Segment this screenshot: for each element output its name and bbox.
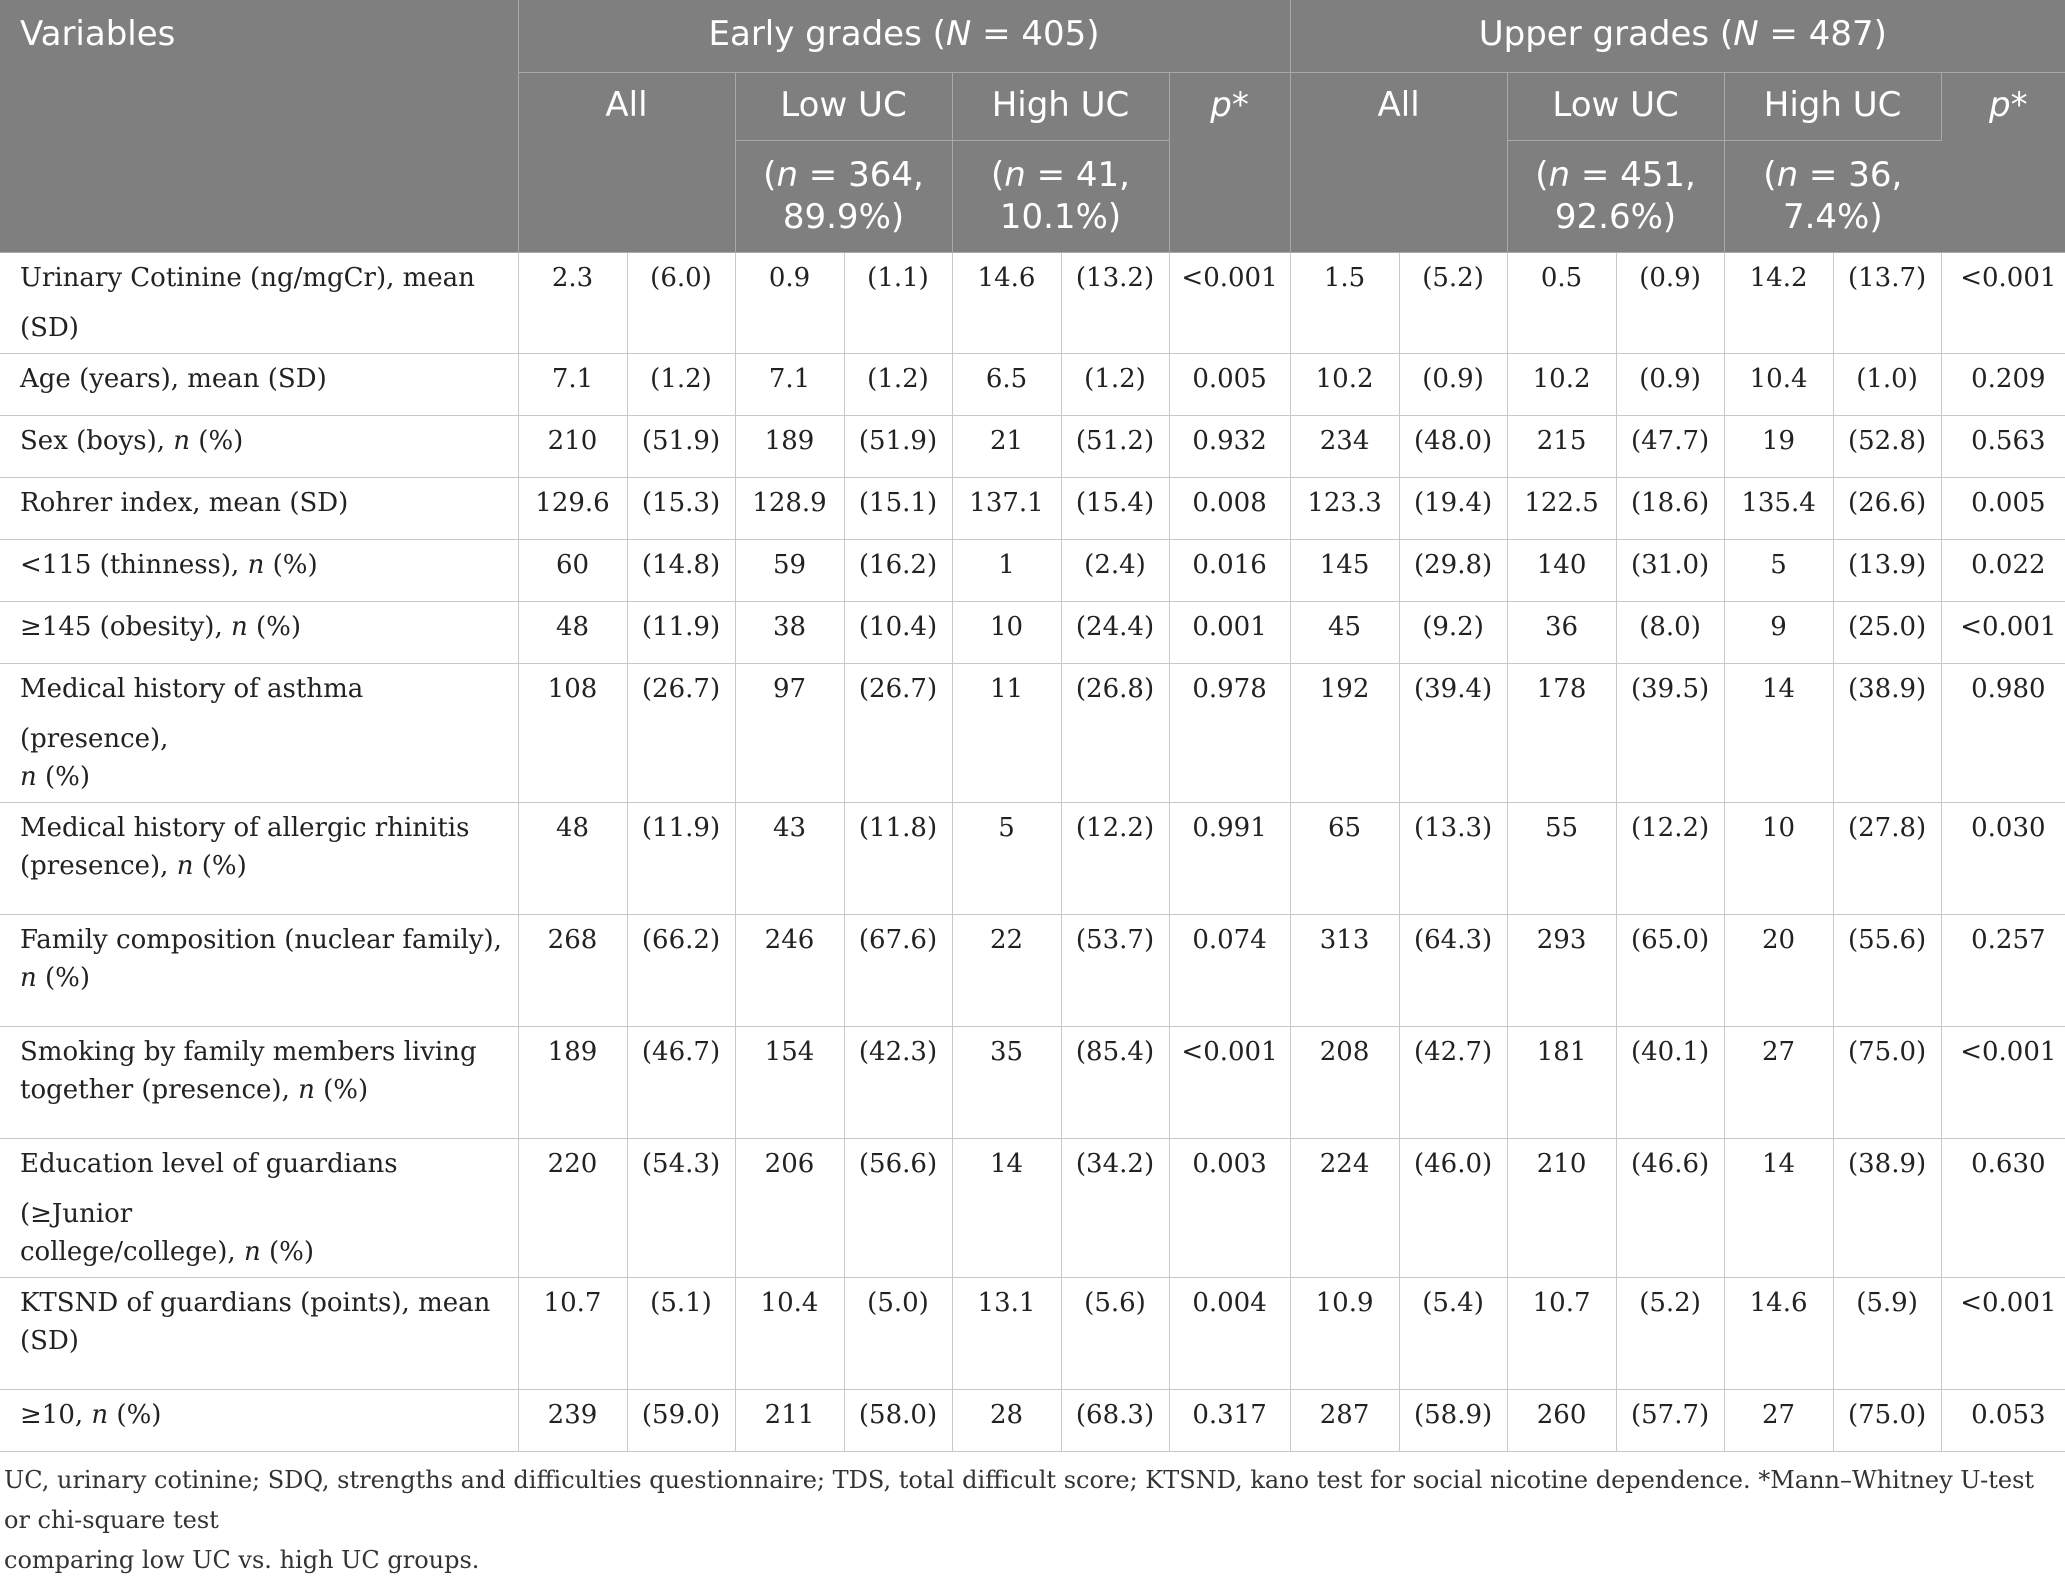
table-cell: 189 [518,1026,627,1138]
table-cell: 14 [952,1138,1061,1277]
table-cell: 287 [1290,1389,1399,1451]
table-cell: 268 [518,914,627,1026]
table-cell: 21 [952,415,1061,477]
row-label-line: Medical history of asthma (presence), [20,673,364,754]
table-cell: (64.3) [1399,914,1507,1026]
row-label-line: Family composition (nuclear family), [20,924,502,955]
table-cell: 140 [1507,539,1616,601]
table-cell: (42.3) [844,1026,952,1138]
table-cell: 19 [1724,415,1833,477]
row-label-line: together (presence), n (%) [20,1074,369,1105]
table-cell: 10.7 [518,1277,627,1389]
table-cell: 7.1 [518,353,627,415]
table-cell: (15.1) [844,477,952,539]
table-cell: 313 [1290,914,1399,1026]
table-header [0,0,2065,252]
table-cell: (26.7) [627,663,735,802]
table-row [0,415,2065,477]
table-body [0,252,2065,1451]
table-cell: 22 [952,914,1061,1026]
row-label-line: n (%) [20,962,91,993]
table-cell: 7.1 [735,353,844,415]
row-label-line: Smoking by family members living [20,1036,477,1067]
table-cell: 208 [1290,1026,1399,1138]
table-cell: (5.4) [1399,1277,1507,1389]
table-cell: 0.003 [1169,1138,1290,1277]
table-cell: (9.2) [1399,601,1507,663]
table-cell: 137.1 [952,477,1061,539]
table-row [0,601,2065,663]
row-label [0,1277,518,1389]
table-cell: 0.053 [1941,1389,2065,1451]
row-label [0,1138,518,1277]
table-cell: (26.6) [1833,477,1941,539]
table-cell: 27 [1724,1389,1833,1451]
table-cell: 0.991 [1169,802,1290,914]
row-label-line: Education level of guardians (≥Junior [20,1148,398,1229]
row-label [0,539,518,601]
table-cell: 1 [952,539,1061,601]
table-cell: 0.317 [1169,1389,1290,1451]
table-cell: 14.6 [1724,1277,1833,1389]
table-cell: 45 [1290,601,1399,663]
table-cell: 0.074 [1169,914,1290,1026]
table-cell: 14.2 [1724,252,1833,353]
variables-header: Variables [0,0,518,252]
table-cell: 38 [735,601,844,663]
table-cell: 9 [1724,601,1833,663]
table-cell: (27.8) [1833,802,1941,914]
table-cell: 0.005 [1941,477,2065,539]
table-cell: (0.9) [1616,252,1724,353]
upper-low-uc-n [1507,140,1724,252]
table-cell: 129.6 [518,477,627,539]
row-label [0,802,518,914]
table-cell: 13.1 [952,1277,1061,1389]
table-cell: (46.0) [1399,1138,1507,1277]
early-high-uc-n [952,140,1169,252]
table-cell: (47.7) [1616,415,1724,477]
early-low-uc-n [735,140,952,252]
early-high-uc-header: High UC [952,72,1169,140]
group-size-line: (n = 364, [763,155,924,195]
table-row [0,353,2065,415]
table-cell: (0.9) [1399,353,1507,415]
table-cell: 246 [735,914,844,1026]
table-cell: (5.2) [1399,252,1507,353]
table-cell: (19.4) [1399,477,1507,539]
table-cell: (13.2) [1061,252,1169,353]
table-row [0,1138,2065,1277]
row-label [0,252,518,353]
table-cell: (25.0) [1833,601,1941,663]
table-row [0,477,2065,539]
early-grades-header: Early grades (N = 405) [518,0,1290,72]
table-cell: 48 [518,601,627,663]
table-cell: (38.9) [1833,663,1941,802]
table-cell: (85.4) [1061,1026,1169,1138]
table-footnote [0,1460,2058,1580]
table-cell: 0.630 [1941,1138,2065,1277]
table-cell: 234 [1290,415,1399,477]
table-cell: 14 [1724,663,1833,802]
table-cell: 145 [1290,539,1399,601]
table-cell: (53.7) [1061,914,1169,1026]
table-cell: 128.9 [735,477,844,539]
table-cell: 43 [735,802,844,914]
table-cell: <0.001 [1169,252,1290,353]
table-cell: 10.2 [1290,353,1399,415]
table-row [0,1277,2065,1389]
table-cell: (48.0) [1399,415,1507,477]
table-cell: 10.7 [1507,1277,1616,1389]
table-cell: (38.9) [1833,1138,1941,1277]
row-label-line: Age (years), mean (SD) [20,363,327,394]
row-label-line: ≥145 (obesity), n (%) [20,611,301,642]
row-label-line: Urinary Cotinine (ng/mgCr), mean (SD) [20,262,475,343]
table-cell: <0.001 [1941,601,2065,663]
table-cell: 0.980 [1941,663,2065,802]
table-cell: 10 [952,601,1061,663]
table-cell: (57.7) [1616,1389,1724,1451]
table-cell: (26.8) [1061,663,1169,802]
table-cell: <0.001 [1169,1026,1290,1138]
table-cell: (59.0) [627,1389,735,1451]
table-cell: (12.2) [1616,802,1724,914]
table-cell: 0.932 [1169,415,1290,477]
table-cell: (67.6) [844,914,952,1026]
table-cell: (5.0) [844,1277,952,1389]
table-cell: (1.2) [1061,353,1169,415]
table-cell: 210 [518,415,627,477]
table-cell: 10.4 [1724,353,1833,415]
table-cell: (68.3) [1061,1389,1169,1451]
table-cell: (1.2) [844,353,952,415]
early-all-header: All [518,72,735,252]
table-cell: 27 [1724,1026,1833,1138]
row-label [0,477,518,539]
table-cell: 0.257 [1941,914,2065,1026]
table-cell: (11.8) [844,802,952,914]
table-cell: 10.9 [1290,1277,1399,1389]
table-cell: <0.001 [1941,1026,2065,1138]
table-row [0,914,2065,1026]
upper-high-uc-n [1724,140,1941,252]
table-cell: 0.030 [1941,802,2065,914]
table-cell: 122.5 [1507,477,1616,539]
table-cell: 10.2 [1507,353,1616,415]
table-cell: (10.4) [844,601,952,663]
table-cell: (15.4) [1061,477,1169,539]
group-size-line: (n = 41, [990,155,1130,195]
row-label [0,415,518,477]
table-cell: 211 [735,1389,844,1451]
table-cell: 10.4 [735,1277,844,1389]
table-cell: (40.1) [1616,1026,1724,1138]
table-cell: 0.016 [1169,539,1290,601]
table-cell: (13.7) [1833,252,1941,353]
table-cell: 36 [1507,601,1616,663]
table-cell: (51.9) [844,415,952,477]
group-size-line: 89.9%) [782,197,905,237]
group-size-line: (n = 451, [1535,155,1696,195]
table-cell: 11 [952,663,1061,802]
table-row [0,539,2065,601]
early-p-header [1169,72,1290,252]
table-cell: (5.9) [1833,1277,1941,1389]
table-cell: (65.0) [1616,914,1724,1026]
table-cell: (18.6) [1616,477,1724,539]
table-cell: 59 [735,539,844,601]
table-cell: 10 [1724,802,1833,914]
table-cell: <0.001 [1941,252,2065,353]
table-cell: 0.005 [1169,353,1290,415]
table-cell: (75.0) [1833,1389,1941,1451]
upper-low-uc-header: Low UC [1507,72,1724,140]
table-cell: 154 [735,1026,844,1138]
table-cell: (2.4) [1061,539,1169,601]
row-label [0,1389,518,1451]
table-cell: 5 [1724,539,1833,601]
table-cell: 0.9 [735,252,844,353]
table-cell: 48 [518,802,627,914]
table-cell: (42.7) [1399,1026,1507,1138]
table-cell: (0.9) [1616,353,1724,415]
table-cell: 260 [1507,1389,1616,1451]
group-size-line: 92.6%) [1554,197,1677,237]
table-cell: 5 [952,802,1061,914]
table-cell: 210 [1507,1138,1616,1277]
table-cell: 0.022 [1941,539,2065,601]
table-cell: (1.2) [627,353,735,415]
upper-p-label: p* [1989,84,2028,125]
table-cell: 60 [518,539,627,601]
table-cell: 1.5 [1290,252,1399,353]
row-label-line: Rohrer index, mean (SD) [20,487,349,518]
table-cell: 55 [1507,802,1616,914]
table-cell: (55.6) [1833,914,1941,1026]
table-cell: 97 [735,663,844,802]
table-cell: 215 [1507,415,1616,477]
row-label-line: n (%) [20,761,91,792]
table-cell: 135.4 [1724,477,1833,539]
table-cell: (56.6) [844,1138,952,1277]
row-label-line: ≥10, n (%) [20,1399,162,1430]
table-cell: (26.7) [844,663,952,802]
table-cell: (1.1) [844,252,952,353]
table-cell: 220 [518,1138,627,1277]
row-label-line: Sex (boys), n (%) [20,425,244,456]
table-cell: 28 [952,1389,1061,1451]
row-label [0,663,518,802]
table-cell: (29.8) [1399,539,1507,601]
row-label-line: college/college), n (%) [20,1236,314,1267]
table-cell: 35 [952,1026,1061,1138]
table-cell: (51.9) [627,415,735,477]
row-label [0,601,518,663]
row-label-line: Medical history of allergic rhinitis [20,812,470,843]
table-cell: (1.0) [1833,353,1941,415]
early-p-label: p* [1210,84,1249,125]
table-cell: (5.2) [1616,1277,1724,1389]
table-row [0,1026,2065,1138]
upper-p-header [1941,72,2065,252]
table-cell: (52.8) [1833,415,1941,477]
table-cell: (54.3) [627,1138,735,1277]
group-size-line: (n = 36, [1763,155,1903,195]
table-cell: 65 [1290,802,1399,914]
row-label-line: <115 (thinness), n (%) [20,549,318,580]
table-cell: (34.2) [1061,1138,1169,1277]
table-cell: 0.008 [1169,477,1290,539]
table-row [0,802,2065,914]
table-cell: 2.3 [518,252,627,353]
table-cell: (58.0) [844,1389,952,1451]
table-cell: (39.5) [1616,663,1724,802]
table-cell: 189 [735,415,844,477]
footnote-line: UC, urinary cotinine; SDQ, strengths and difficulties questionnaire; TDS, total difficult score; KTSND, kano test for social nicotine dependence. *Mann–Whitney U-test or chi-square test [4,1465,2035,1534]
table-cell: (11.9) [627,802,735,914]
row-label-line: (SD) [20,1325,79,1356]
table-cell: 14.6 [952,252,1061,353]
upper-grades-header: Upper grades (N = 487) [1290,0,2065,72]
early-low-uc-header: Low UC [735,72,952,140]
table-cell: 20 [1724,914,1833,1026]
table-cell: (5.1) [627,1277,735,1389]
table-cell: 206 [735,1138,844,1277]
table-cell: (8.0) [1616,601,1724,663]
table-cell: (75.0) [1833,1026,1941,1138]
table-row [0,663,2065,802]
row-label-line: (presence), n (%) [20,850,247,881]
table-cell: (46.7) [627,1026,735,1138]
table-cell: (11.9) [627,601,735,663]
table-cell: (15.3) [627,477,735,539]
table-cell: 0.001 [1169,601,1290,663]
table-cell: (13.3) [1399,802,1507,914]
table-cell: 0.209 [1941,353,2065,415]
table-cell: 0.978 [1169,663,1290,802]
row-label [0,914,518,1026]
table-cell: <0.001 [1941,1277,2065,1389]
upper-high-uc-header: High UC [1724,72,1941,140]
table-cell: (14.8) [627,539,735,601]
table-cell: 239 [518,1389,627,1451]
table-cell: 224 [1290,1138,1399,1277]
table-row [0,252,2065,353]
table-cell: (5.6) [1061,1277,1169,1389]
footnote-line: comparing low UC vs. high UC groups. [4,1545,480,1574]
row-label [0,353,518,415]
table-cell: (16.2) [844,539,952,601]
table-cell: (46.6) [1616,1138,1724,1277]
table-cell: 178 [1507,663,1616,802]
table-cell: 14 [1724,1138,1833,1277]
table-cell: 108 [518,663,627,802]
table-cell: (24.4) [1061,601,1169,663]
table-cell: 0.5 [1507,252,1616,353]
upper-all-header: All [1290,72,1507,252]
group-size-line: 10.1%) [999,197,1122,237]
table-row [0,1389,2065,1451]
table-cell: (66.2) [627,914,735,1026]
table-cell: (12.2) [1061,802,1169,914]
row-label-line: KTSND of guardians (points), mean [20,1287,491,1318]
table-cell: (58.9) [1399,1389,1507,1451]
table-cell: 0.563 [1941,415,2065,477]
group-size-line: 7.4%) [1782,197,1883,237]
table-cell: 192 [1290,663,1399,802]
table-cell: 6.5 [952,353,1061,415]
table-cell: 181 [1507,1026,1616,1138]
table-cell: (6.0) [627,252,735,353]
table-cell: 123.3 [1290,477,1399,539]
table-cell: 293 [1507,914,1616,1026]
table-cell: (31.0) [1616,539,1724,601]
table-cell: (13.9) [1833,539,1941,601]
table-cell: 0.004 [1169,1277,1290,1389]
table-cell: (39.4) [1399,663,1507,802]
table-cell: (51.2) [1061,415,1169,477]
row-label [0,1026,518,1138]
